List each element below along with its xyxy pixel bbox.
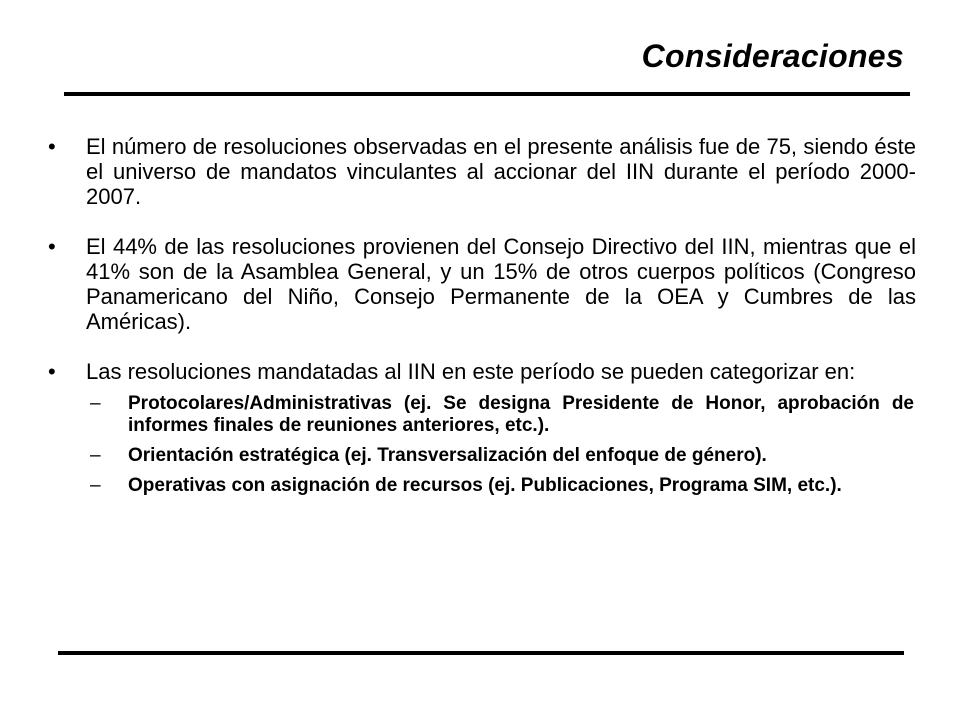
title-divider [64, 92, 910, 96]
sub-item-marker: – [90, 445, 101, 466]
slide-content [46, 134, 916, 505]
bullet-item [46, 359, 916, 385]
sub-item-text: Orientación estratégica (ej. Transversalización del enfoque de género). [128, 445, 767, 466]
bullet-marker: • [48, 134, 56, 159]
sub-item-text: Protocolares/Administrativas (ej. Se designa Presidente de Honor, aprobación de informes finales de reuniones anteriores, etc.). [128, 393, 914, 436]
bullet-item [46, 234, 916, 334]
sub-item [90, 445, 916, 467]
sub-item-marker: – [90, 393, 101, 414]
sub-item [90, 475, 916, 497]
sub-item-marker: – [90, 475, 101, 496]
slide-title: Consideraciones [641, 38, 904, 74]
bullet-marker: • [48, 359, 56, 384]
sub-item [90, 393, 916, 437]
sub-item-text: Operativas con asignación de recursos (ej. Publicaciones, Programa SIM, etc.). [128, 475, 842, 496]
bullet-text: El 44% de las resoluciones provienen del Consejo Directivo del IIN, mientras que el 41% son de la Asamblea General, y un 15% de otros cuerpos políticos (Congreso Panamericano del Niño, Consejo Permanente de la OEA y Cumbres de las Américas). [86, 234, 916, 334]
footer-divider [58, 651, 904, 655]
bullet-item [46, 134, 916, 209]
bullet-text: El número de resoluciones observadas en el presente análisis fue de 75, siendo éste el universo de mandatos vinculantes al accionar del IIN durante el período 2000-2007. [86, 134, 916, 209]
bullet-text: Las resoluciones mandatadas al IIN en este período se pueden categorizar en: [86, 359, 856, 384]
bullet-marker: • [48, 234, 56, 259]
